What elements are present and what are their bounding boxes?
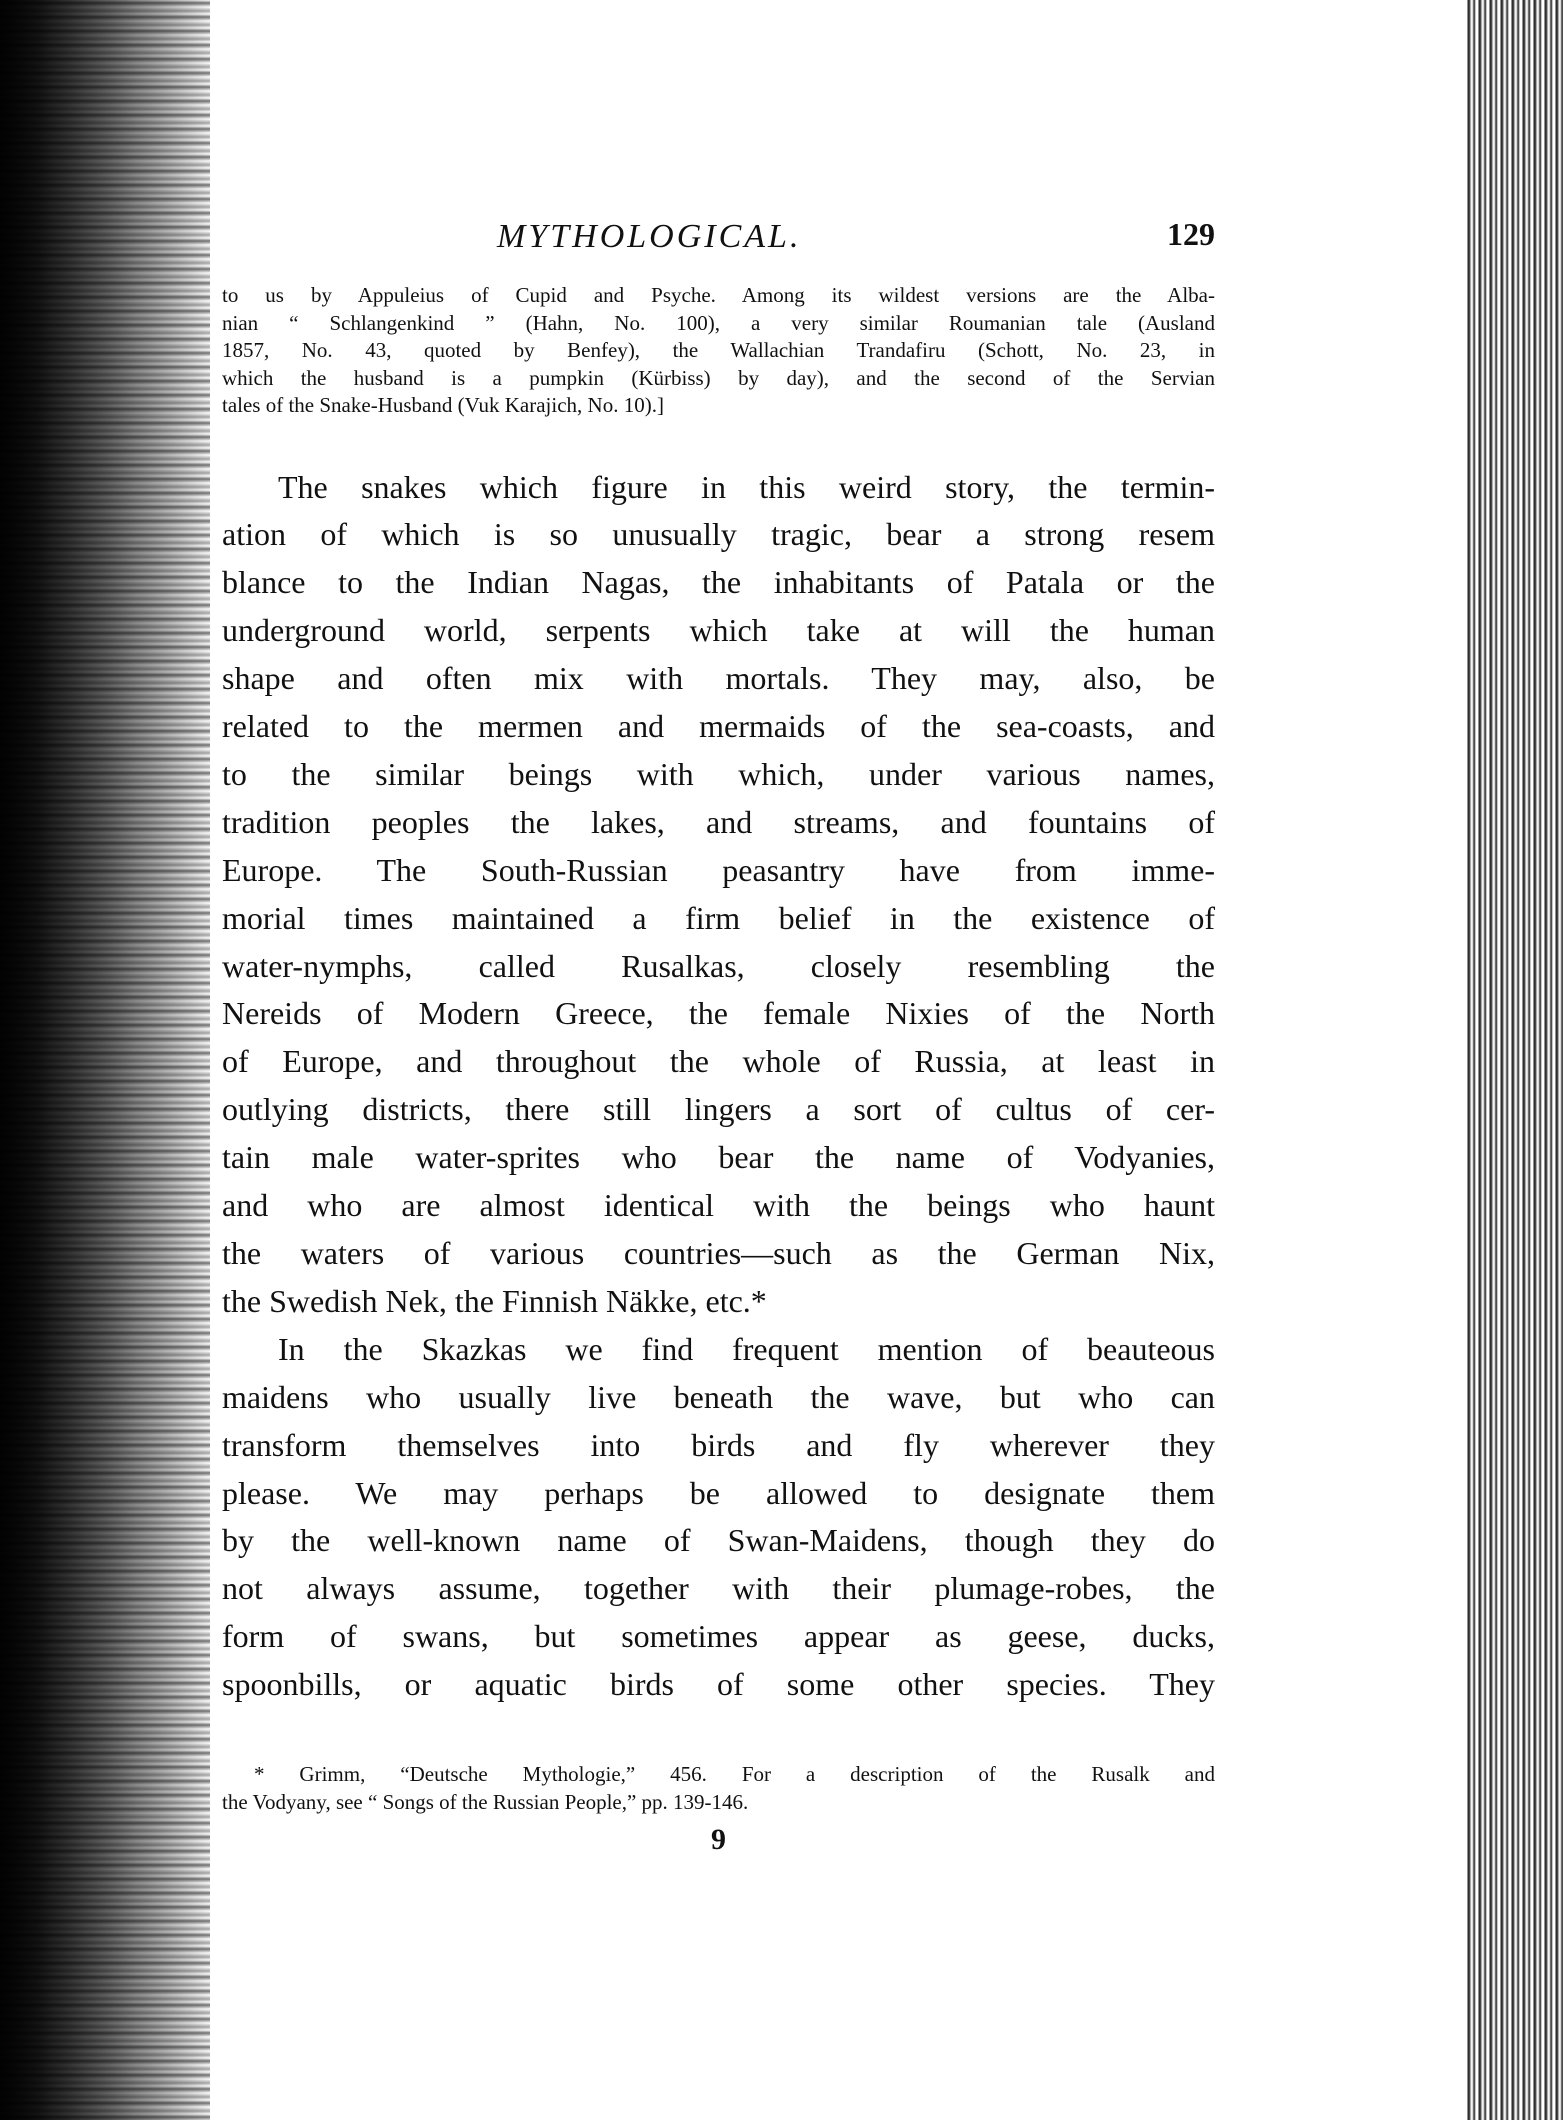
note-line: which the husband is a pumpkin (Kürbiss) by day), and the second of the Servian xyxy=(222,365,1215,390)
note-line: to us by Appuleius of Cupid and Psyche. Among its wildest versions are the Alba- xyxy=(222,283,1215,307)
text-line: to the similar beings with which, under various names, xyxy=(222,755,1215,792)
text-line: tradition peoples the lakes, and streams, and fountains of xyxy=(222,803,1215,840)
text-line: please. We may perhaps be allowed to designate them xyxy=(222,1474,1215,1511)
text-line: spoonbills, or aquatic birds of some other species. They xyxy=(222,1666,1215,1703)
text-line: underground world, serpents which take at will the human xyxy=(222,612,1215,649)
signature-mark: 9 xyxy=(711,1823,726,1856)
text-line: The snakes which figure in this weird story, the termin- xyxy=(278,468,1215,505)
text-line: the Swedish Nek, the Finnish Näkke, etc.* xyxy=(222,1282,767,1319)
book-page xyxy=(222,218,1215,2018)
continued-note xyxy=(222,282,1215,420)
text-line: of Europe, and throughout the whole of Russia, at least in xyxy=(222,1043,1215,1080)
text-line: blance to the Indian Nagas, the inhabitants of Patala or the xyxy=(222,564,1215,601)
text-line: shape and often mix with mortals. They may, also, be xyxy=(222,660,1215,697)
footnote-line: * Grimm, “Deutsche Mythologie,” 456. For a description of the Rusalk and xyxy=(254,1762,1215,1786)
text-line: morial times maintained a firm belief in the existence of xyxy=(222,899,1215,936)
text-line: the waters of various countries—such as the German Nix, xyxy=(222,1235,1215,1271)
text-line: In the Skazkas we find frequent mention of beauteous xyxy=(278,1330,1215,1367)
footnote-line: the Vodyany, see “ Songs of the Russian People,” pp. 139-146. xyxy=(222,1789,749,1814)
text-line: related to the mermen and mermaids of the sea-coasts, and xyxy=(222,708,1215,745)
text-line: transform themselves into birds and fly wherever they xyxy=(222,1426,1215,1463)
text-line: Europe. The South-Russian peasantry have from imme- xyxy=(222,851,1215,888)
book-spine-shadow xyxy=(0,0,210,2120)
note-line: tales of the Snake-Husband (Vuk Karajich, No. 10).] xyxy=(222,393,664,417)
footnote xyxy=(222,1761,1215,1816)
paragraph-2 xyxy=(222,1326,1215,1709)
paragraph-1 xyxy=(222,464,1215,1326)
text-line: and who are almost identical with the beings who haunt xyxy=(222,1187,1215,1224)
running-title: MYTHOLOGICAL. xyxy=(497,218,802,255)
text-line: not always assume, together with their plumage-robes, the xyxy=(222,1570,1215,1607)
text-line: ation of which is so unusually tragic, bear a strong resem xyxy=(222,516,1215,553)
text-line: maidens who usually live beneath the wave, but who can xyxy=(222,1378,1215,1415)
text-line: outlying districts, there still lingers a sort of cultus of cer- xyxy=(222,1091,1215,1128)
text-line: by the well-known name of Swan-Maidens, though they do xyxy=(222,1522,1215,1559)
body-text xyxy=(222,464,1215,1710)
text-line: Nereids of Modern Greece, the female Nixies of the North xyxy=(222,995,1215,1032)
text-line: form of swans, but sometimes appear as geese, ducks, xyxy=(222,1618,1215,1655)
page-edges xyxy=(1465,0,1563,2120)
note-line: 1857, No. 43, quoted by Benfey), the Wallachian Trandafiru (Schott, No. 23, in xyxy=(222,338,1215,362)
text-line: tain male water-sprites who bear the name of Vodyanies, xyxy=(222,1139,1215,1176)
text-line: water-nymphs, called Rusalkas, closely resembling the xyxy=(222,947,1215,984)
page-number: 129 xyxy=(1167,216,1215,252)
note-line: nian “ Schlangenkind ” (Hahn, No. 100), a very similar Roumanian tale (Ausland xyxy=(222,310,1215,335)
running-head xyxy=(222,218,1215,268)
